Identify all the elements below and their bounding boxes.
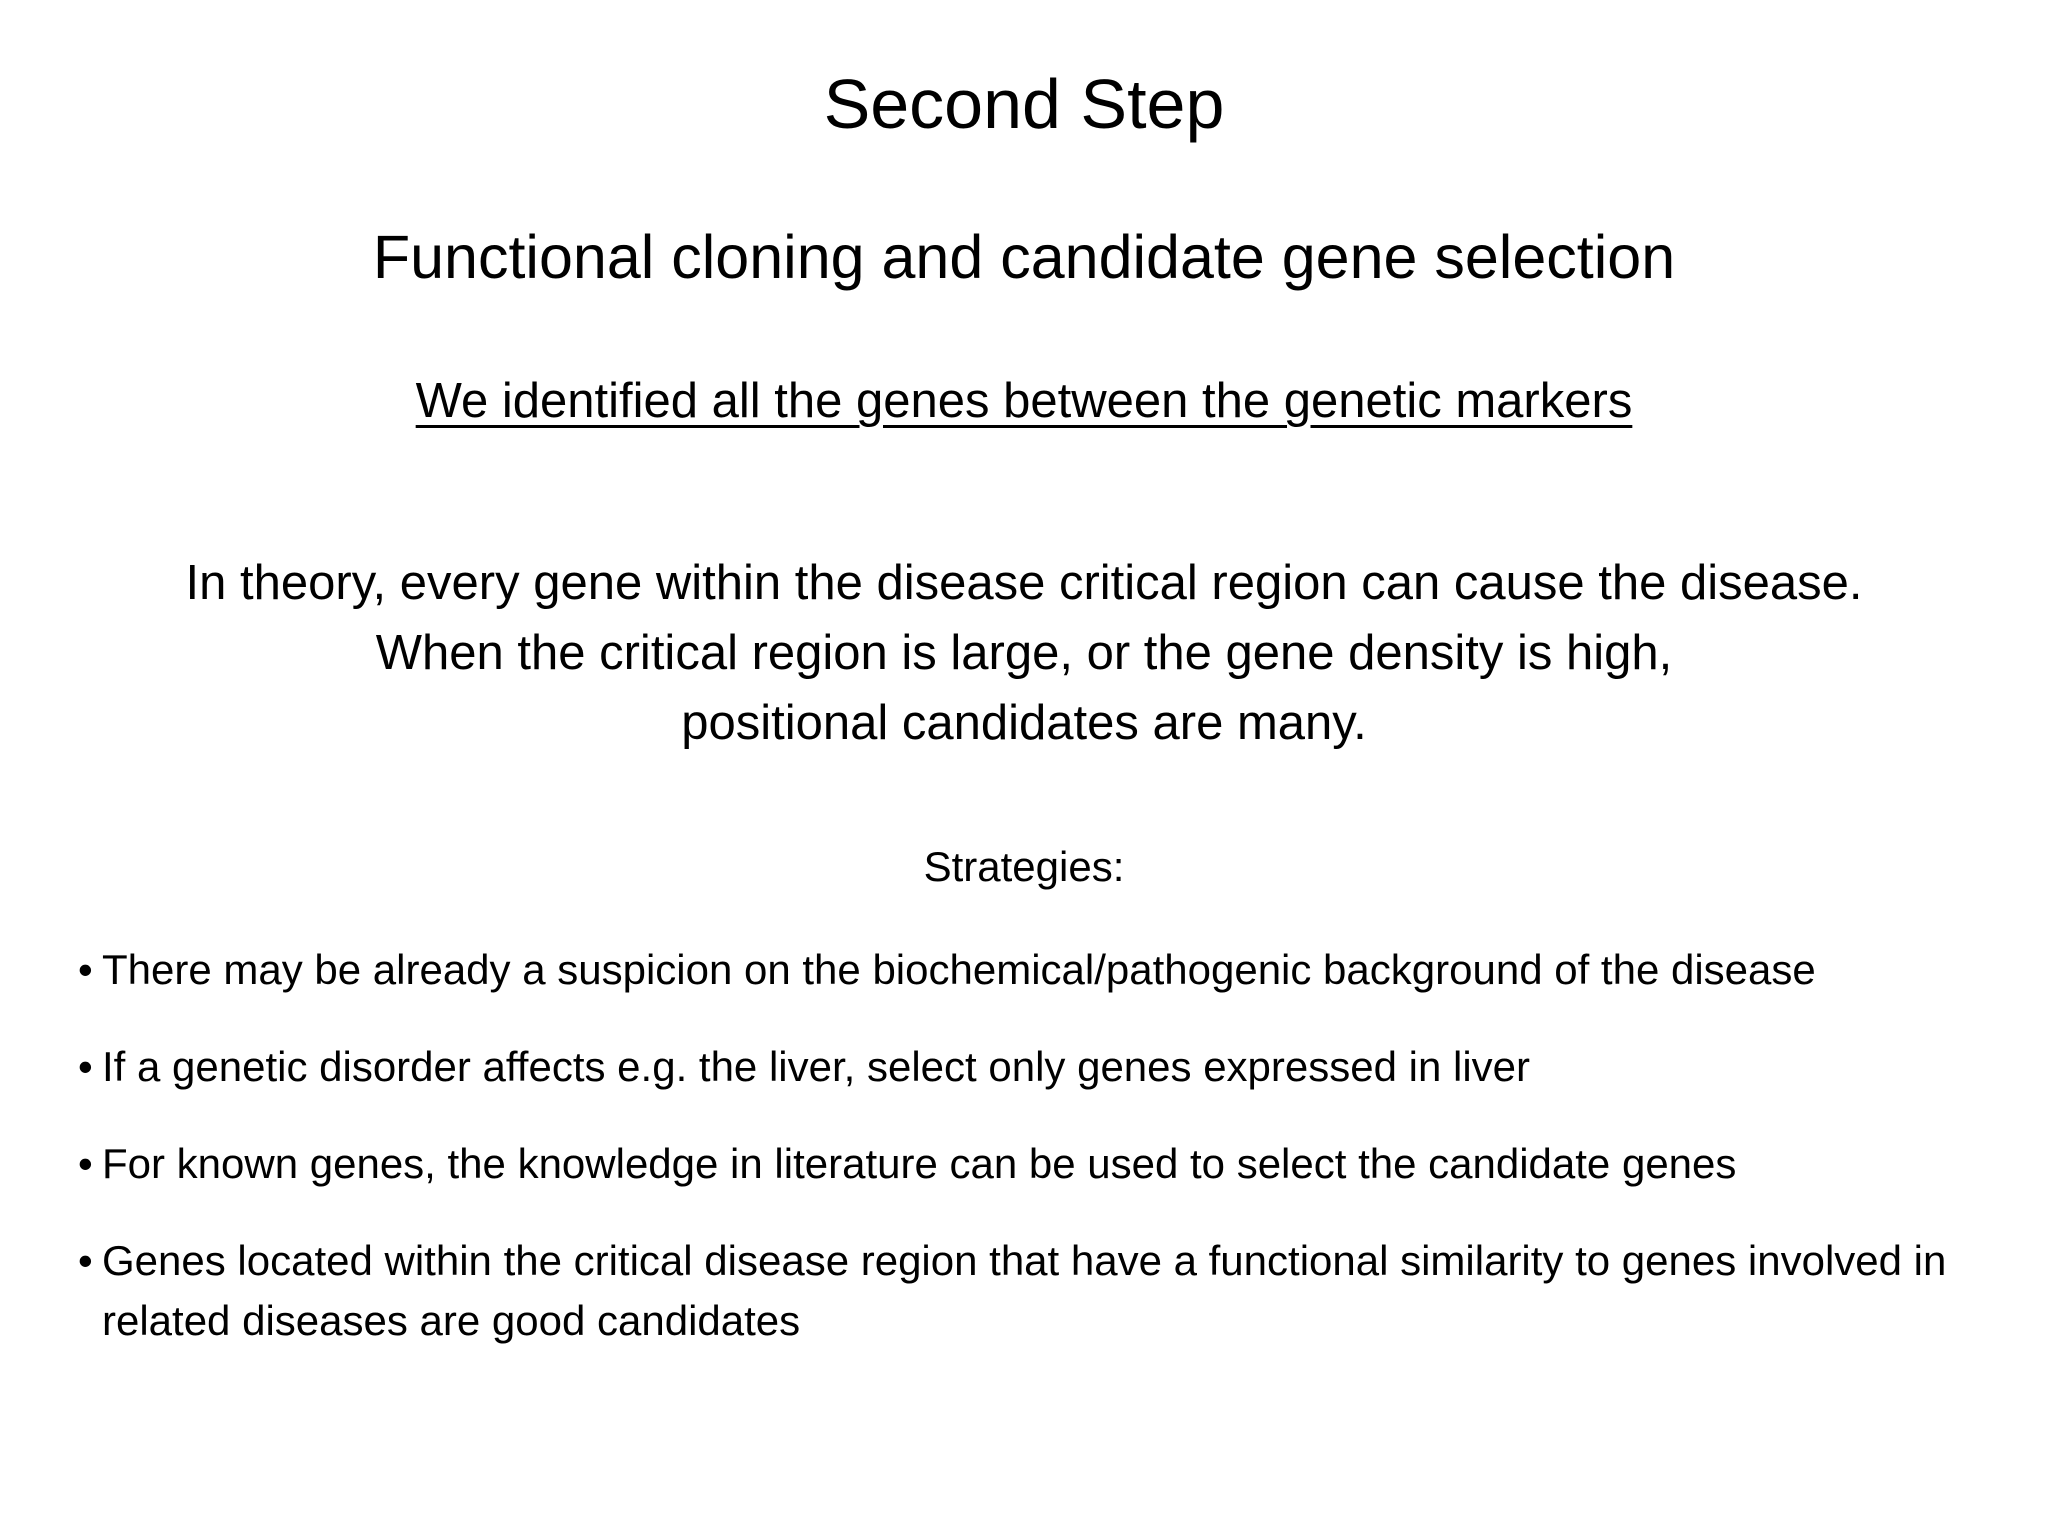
underlined-statement-text: We identified all the genes between the genetic markers (415, 374, 1633, 428)
bullet-marker: • (78, 946, 93, 993)
theory-line-3: positional candidates are many. (681, 696, 1367, 750)
strategy-item-text: There may be already a suspicion on the biochemical/pathogenic background of the disease (102, 946, 1816, 993)
strategies-label: Strategies: (923, 843, 1125, 890)
strategy-item (78, 1231, 1978, 1351)
slide-subtitle: Functional cloning and candidate gene selection (372, 223, 1676, 291)
strategy-item (78, 940, 1978, 1000)
strategy-item (78, 1134, 1978, 1194)
theory-paragraph (0, 548, 2048, 758)
bullet-marker: • (78, 1043, 93, 1090)
strategy-item (78, 1037, 1978, 1097)
underlined-statement (0, 371, 2048, 431)
theory-line-2: When the critical region is large, or the gene density is high, (375, 626, 1673, 680)
slide-title: Second Step (823, 65, 1225, 143)
theory-line-1: In theory, every gene within the disease critical region can cause the disease. (185, 556, 1863, 610)
bullet-marker: • (78, 1237, 93, 1284)
bullet-marker: • (78, 1140, 93, 1187)
strategy-item-text: Genes located within the critical disease region that have a functional similarity to genes involved in related diseases are good candidates (102, 1237, 1947, 1344)
strategy-item-text: For known genes, the knowledge in literature can be used to select the candidate genes (102, 1140, 1737, 1187)
strategy-item-text: If a genetic disorder affects e.g. the liver, select only genes expressed in liver (102, 1043, 1530, 1090)
strategy-list (78, 940, 1978, 1388)
